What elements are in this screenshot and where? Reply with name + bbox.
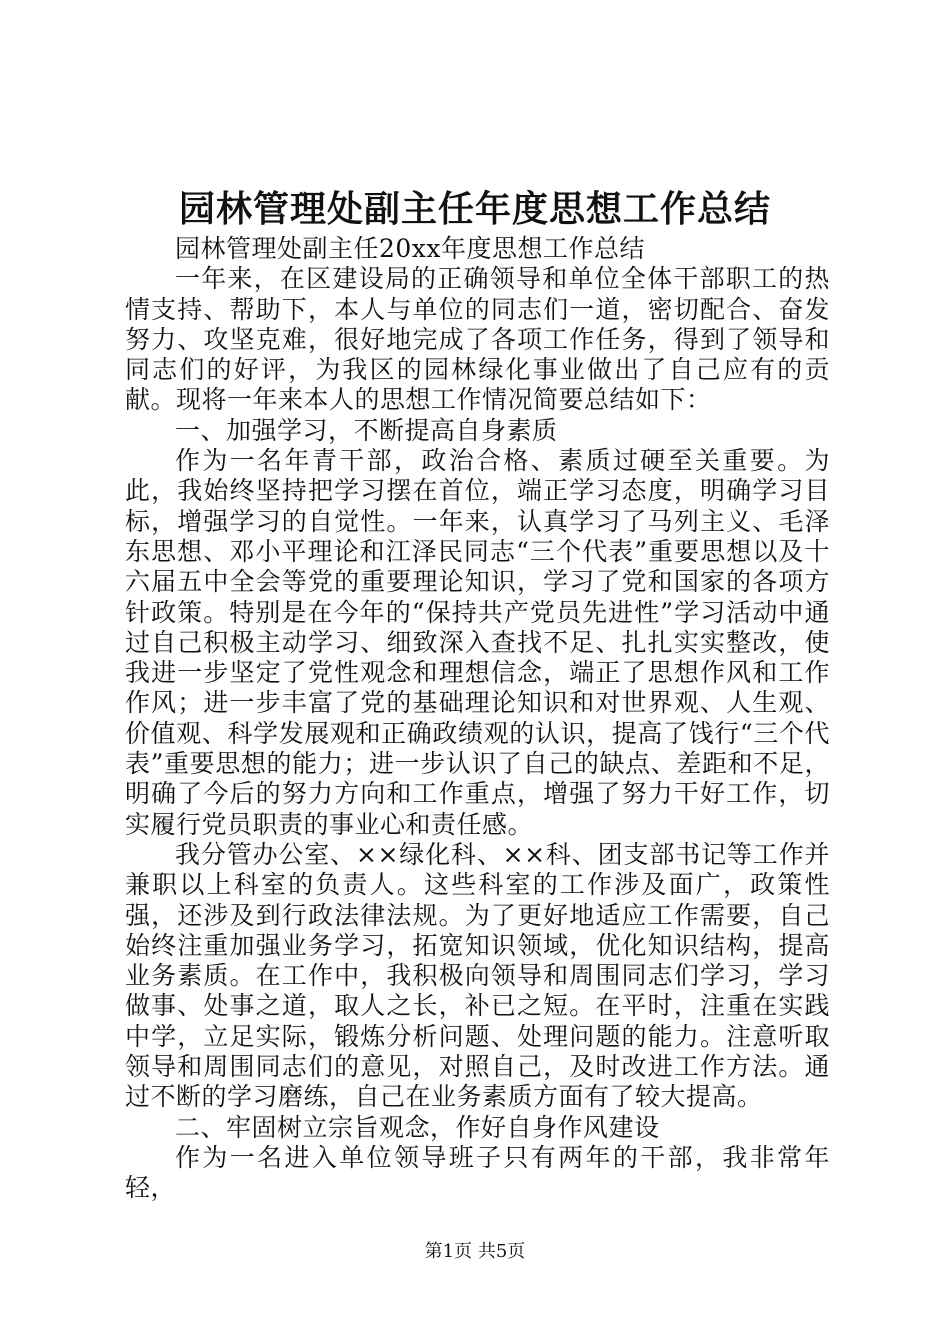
intro-paragraph: 一年来，在区建设局的正确领导和单位全体干部职工的热情支持、帮助下，本人与单位的同志们一道，密切配合、奋发努力、攻坚克难，很好地完成了各项工作任务，得到了领导和同志们的好评，为我区的园林绿化事业做出了自己应有的贡献。现将一年来本人的思想工作情况简要总结如下： [125, 264, 830, 415]
closing-paragraph: 作为一名进入单位领导班子只有两年的干部，我非常年轻， [125, 1142, 830, 1203]
study-paragraph: 作为一名年青干部，政治合格、素质过硬至关重要。为此，我始终坚持把学习摆在首位，端正学习态度，明确学习目标，增强学习的自觉性。一年来，认真学习了马列主义、毛泽东思想、邓小平理论和江泽民同志“三个代表”重要思想以及十六届五中全会等党的重要理论知识，学习了党和国家的各项方针政策。特别是在今年的“保持共产党员先进性”学习活动中通过自己积极主动学习、细致深入查找不足、扎扎实实整改，使我进一步坚定了党性观念和理想信念，端正了思想作风和工作作风；进一步丰富了党的基础理论知识和对世界观、人生观、价值观、科学发展观和正确政绩观的认识，提高了饯行“三个代表”重要思想的能力；进一步认识了自己的缺点、差距和不足，明确了今后的努力方向和工作重点，增强了努力干好工作，切实履行党员职责的事业心和责任感。 [125, 446, 830, 839]
section-heading-2: 二、牢固树立宗旨观念，作好自身作风建设 [175, 1112, 660, 1142]
duties-paragraph: 我分管办公室、××绿化科、××科、团支部书记等工作并兼职以上科室的负责人。这些科室的工作涉及面广，政策性强，还涉及到行政法律法规。为了更好地适应工作需要，自己始终注重加强业务学习，拓宽知识领域，优化知识结构，提高业务素质。在工作中，我积极向领导和周围同志们学习，学习做事、处事之道，取人之长，补已之短。在平时，注重在实践中学，立足实际，锻炼分析问题、处理问题的能力。注意听取领导和周围同志们的意见，对照自己，及时改进工作方法。通过不断的学习磨练，自己在业务素质方面有了较大提高。 [125, 839, 830, 1112]
document-body [125, 234, 830, 1204]
document-title: 园林管理处副主任年度思想工作总结 [178, 188, 771, 230]
subtitle-paragraph: 园林管理处副主任20xx年度思想工作总结 [175, 234, 646, 263]
page-number-footer: 第1页 共5页 [424, 1241, 526, 1262]
section-heading-1: 一、加强学习，不断提高自身素质 [175, 415, 558, 445]
